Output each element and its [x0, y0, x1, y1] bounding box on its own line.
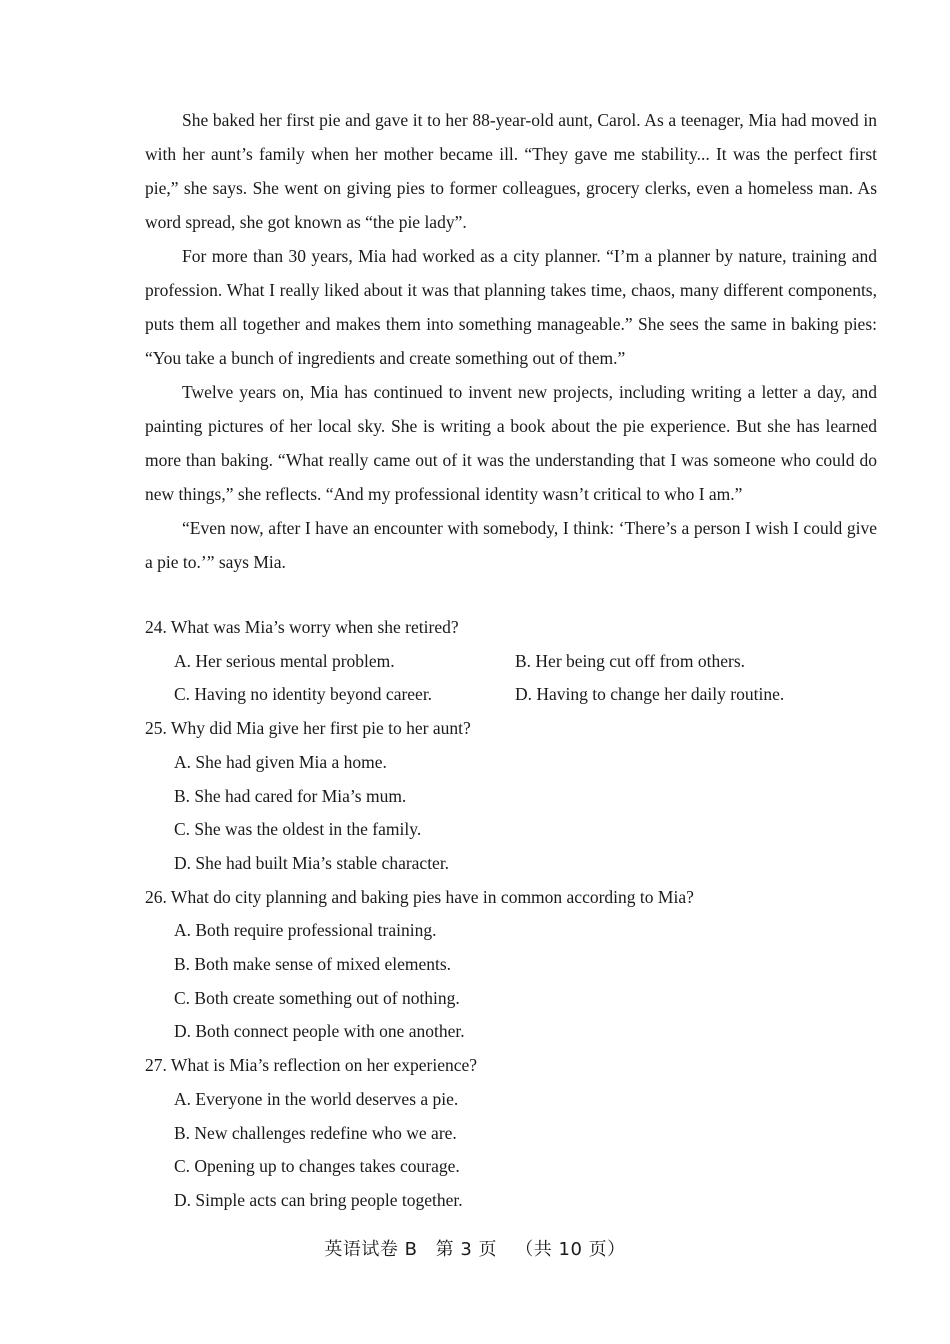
passage-paragraph: Twelve years on, Mia has continued to invent new projects, including writing a letter a day, and painting pictures of her local sky. She is writing a book about the pie experience. But she has learned more than baking. “What really came out of it was the understanding that I was someone who could do new things,” she reflects. “And my professional identity wasn’t critical to who I am.”	[145, 382, 877, 504]
option-a: A. Both require professional training.	[174, 920, 437, 941]
question-24	[145, 611, 877, 712]
question-list	[145, 611, 877, 1218]
option-b: B. She had cared for Mia’s mum.	[174, 785, 407, 806]
option-a: A. She had given Mia a home.	[174, 751, 387, 772]
page-number: 第 3 页	[435, 1239, 498, 1260]
option-d: D. She had built Mia’s stable character.	[174, 852, 450, 873]
passage-paragraph: For more than 30 years, Mia had worked as a city planner. “I’m a planner by nature, training and profession. What I really liked about it was that planning takes time, chaos, many different components, puts them all together and makes them into something manageable.” She sees the same in baking pies: “You take a bunch of ingredients and create something out of them.”	[145, 246, 877, 368]
option-d: D. Having to change her daily routine.	[515, 684, 785, 705]
question-stem: 24. What was Mia’s worry when she retired?	[145, 617, 459, 637]
option-b: B. Her being cut off from others.	[515, 650, 746, 671]
page-footer	[0, 1235, 950, 1265]
option-c: C. She was the oldest in the family.	[174, 819, 422, 840]
option-a: A. Her serious mental problem.	[174, 650, 395, 671]
option-a: A. Everyone in the world deserves a pie.	[174, 1088, 459, 1109]
option-d: D. Both connect people with one another.	[174, 1021, 465, 1042]
question-27	[145, 1049, 877, 1218]
option-c: C. Having no identity beyond career.	[174, 684, 433, 705]
option-d: D. Simple acts can bring people together.	[174, 1189, 463, 1210]
option-b: B. New challenges redefine who we are.	[174, 1122, 457, 1143]
question-stem: 26. What do city planning and baking pies have in common according to Mia?	[145, 886, 694, 907]
question-stem: 27. What is Mia’s reflection on her experience?	[145, 1055, 478, 1076]
reading-passage	[145, 103, 877, 579]
option-b: B. Both make sense of mixed elements.	[174, 954, 452, 975]
question-26	[145, 881, 877, 1050]
option-grid	[145, 645, 877, 712]
passage-paragraph: “Even now, after I have an encounter with somebody, I think: ‘There’s a person I wish I could give a pie to.’” says Mia.	[145, 518, 877, 572]
question-stem: 25. Why did Mia give her first pie to her aunt?	[145, 718, 471, 739]
page-total: （共 10 页）	[515, 1239, 626, 1260]
option-c: C. Both create something out of nothing.	[174, 987, 460, 1008]
question-25	[145, 712, 877, 881]
paper-name: 英语试卷 B	[324, 1239, 418, 1260]
passage-paragraph: She baked her first pie and gave it to her 88-year-old aunt, Carol. As a teenager, Mia had moved in with her aunt’s family when her mother became ill. “They gave me stability... It was the perfect first pie,” she says. She went on giving pies to former colleagues, grocery clerks, even a homeless man. As word spread, she got known as “the pie lady”.	[145, 110, 877, 232]
option-c: C. Opening up to changes takes courage.	[174, 1156, 460, 1177]
